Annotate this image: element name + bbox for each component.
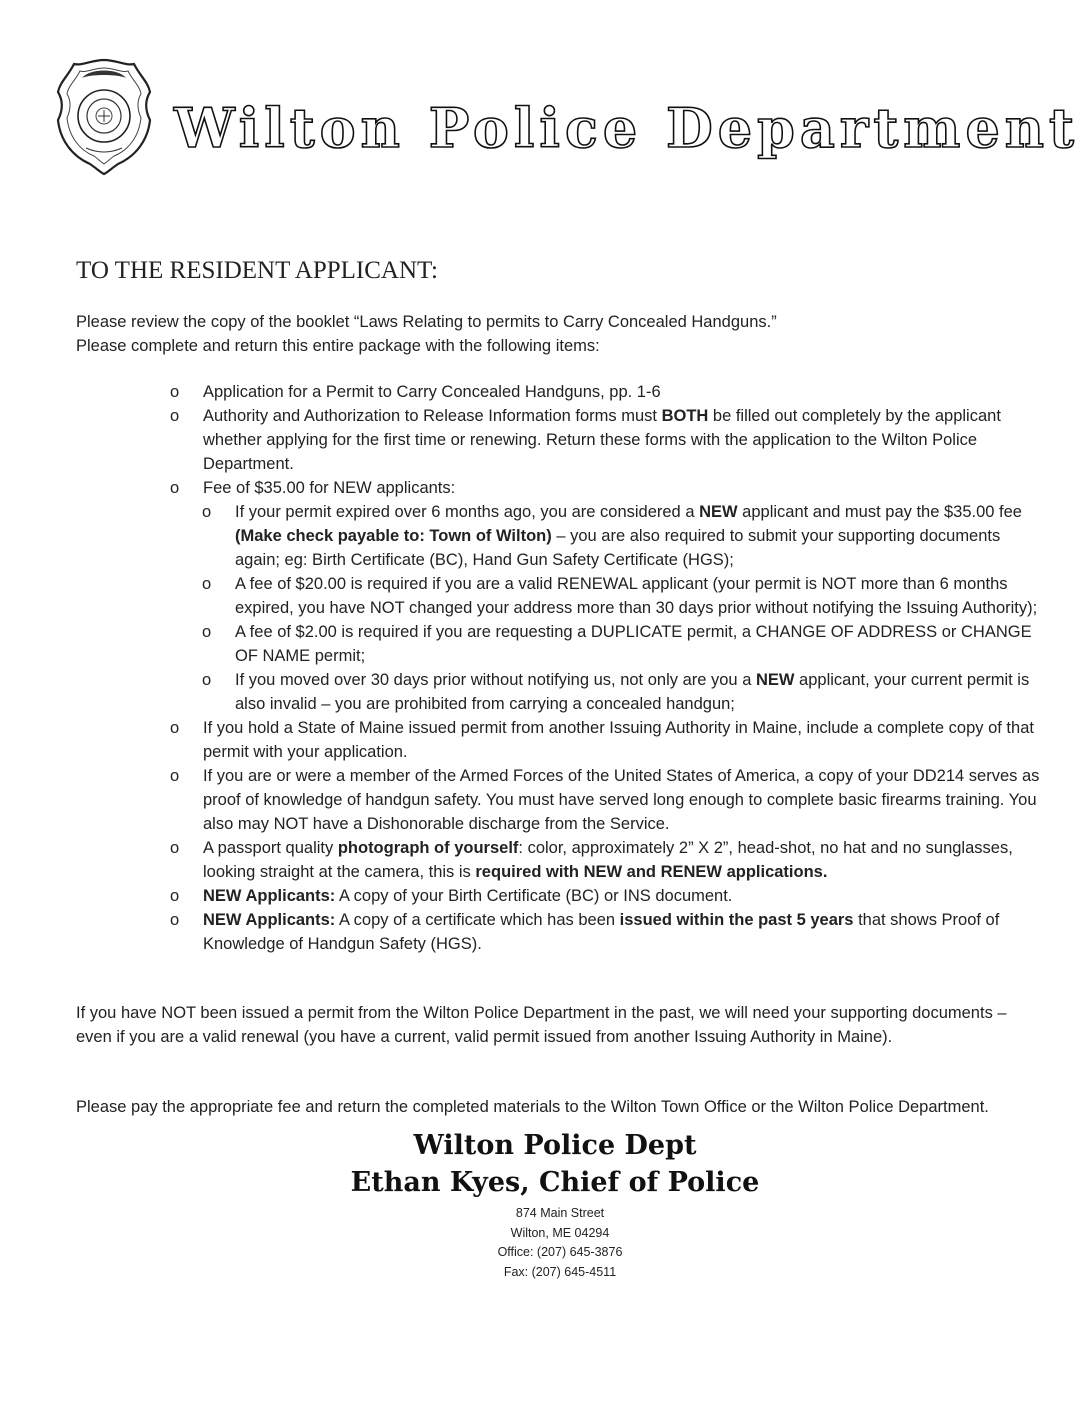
list-item — [170, 380, 1040, 404]
bullet-icon: o — [202, 623, 212, 641]
bullet-icon: o — [170, 479, 180, 497]
emphasis-text: photograph of yourself — [337, 839, 519, 857]
item-text: : color, approximately 2” X 2”, head-shot, no hat and no sunglasses, looking straight at the camera, this is — [203, 839, 1013, 881]
bullet-icon: o — [170, 407, 180, 425]
item-text: Fee of $35.00 for NEW applicants: — [203, 479, 456, 497]
list-item — [170, 476, 1040, 500]
list-item-text — [203, 911, 999, 953]
bullet-icon: o — [170, 887, 180, 905]
emphasis-text: NEW Applicants: — [203, 887, 336, 905]
item-text: A copy of your Birth Certificate (BC) or INS document. — [335, 887, 733, 905]
item-text: If you hold a State of Maine issued permit from another Issuing Authority in Maine, include a complete copy of that permit with your application. — [203, 719, 1034, 761]
sub-list-item — [202, 668, 1040, 716]
item-text: Application for a Permit to Carry Concealed Handguns, pp. 1-6 — [203, 383, 661, 401]
bullet-icon: o — [170, 839, 180, 857]
item-text: that shows Proof of Knowledge of Handgun Safety (HGS). — [203, 911, 1000, 953]
emphasis-text: NEW — [699, 503, 738, 521]
item-text: applicant, your current permit is also invalid – you are prohibited from carrying a concealed handgun; — [235, 671, 1030, 713]
item-text: If you are or were a member of the Armed Forces of the United States of America, a copy of your DD214 serves as proof of knowledge of handgun safety. You must have served long enough to complete basic firearms training. You also may NOT have a Dishonorable discharge from the Service. — [203, 767, 1040, 833]
list-item-text — [235, 623, 1032, 665]
item-text: If you moved over 30 days prior without notifying us, not only are you a — [235, 671, 756, 689]
emphasis-text: BOTH — [661, 407, 709, 425]
required-items-list — [170, 380, 1040, 956]
bullet-icon: o — [202, 503, 212, 521]
item-text: Authority and Authorization to Release Information forms must — [203, 407, 662, 425]
signature-chief: Ethan Kyes, Chief of Police — [350, 1167, 760, 1198]
item-text: A copy of a certificate which has been — [335, 911, 620, 929]
contact-street: 874 Main Street — [515, 1206, 605, 1220]
intro-line: Please review the copy of the booklet “Laws Relating to permits to Carry Concealed Handguns.” — [76, 313, 777, 331]
list-item — [170, 764, 1040, 836]
item-text: applicant and must pay the $35.00 fee — [737, 503, 1022, 521]
list-item-text — [203, 407, 1001, 473]
intro-paragraph — [76, 310, 1036, 358]
list-item — [170, 884, 1040, 908]
bullet-icon: o — [170, 719, 180, 737]
item-text: be filled out completely by the applicant whether applying for the first time or renewing. Return these forms with the application to the Wilton Police Department. — [203, 407, 1001, 473]
list-item-text — [203, 839, 1013, 881]
department-title: Wilton Police Department — [174, 96, 1080, 160]
contact-fax: Fax: (207) 645-4511 — [503, 1264, 617, 1279]
list-item-text — [203, 887, 732, 905]
list-item-text — [235, 575, 1037, 617]
list-item-text — [235, 503, 1022, 569]
bullet-icon: o — [202, 671, 212, 689]
signature-block — [300, 1127, 810, 1201]
list-item — [170, 908, 1040, 956]
sub-list-item — [202, 500, 1040, 572]
bullet-icon: o — [170, 383, 180, 401]
emphasis-text: (Make check payable to: Town of Wilton) — [235, 527, 552, 545]
bullet-icon: o — [170, 911, 180, 929]
bullet-icon: o — [170, 767, 180, 785]
item-text: A fee of $2.00 is required if you are requesting a DUPLICATE permit, a CHANGE OF ADDRESS or CHANGE OF NAME permit; — [235, 623, 1032, 665]
list-item — [170, 404, 1040, 476]
emphasis-text: issued within the past 5 years — [619, 911, 854, 929]
contact-city: Wilton, ME 04294 — [510, 1225, 610, 1240]
sub-list-item — [202, 620, 1040, 668]
contact-office-phone: Office: (207) 645-3876 — [497, 1245, 623, 1259]
bullet-icon: o — [202, 575, 212, 593]
prior-permit-note: If you have NOT been issued a permit from the Wilton Police Department in the past, we will need your supporting documents – even if you are a valid renewal (you have a current, valid permit issued from another Issuing Authority in Maine). — [76, 1004, 1007, 1046]
item-text: A passport quality — [203, 839, 338, 857]
emphasis-text: NEW Applicants: — [203, 911, 336, 929]
emphasis-text: NEW — [755, 671, 795, 689]
emphasis-text: required with NEW and RENEW applications. — [475, 863, 828, 881]
list-item-text — [203, 767, 1039, 833]
item-text: If your permit expired over 6 months ago, you are considered a — [235, 503, 700, 521]
signature-department: Wilton Police Dept — [413, 1130, 697, 1161]
letterhead — [56, 56, 1080, 186]
list-item — [170, 716, 1040, 764]
list-item-text — [203, 479, 455, 497]
payment-note: Please pay the appropriate fee and return the completed materials to the Wilton Town Office or the Wilton Police Department. — [76, 1098, 989, 1116]
salutation: TO THE RESIDENT APPLICANT: — [76, 257, 438, 284]
sub-list-item — [202, 572, 1040, 620]
list-item — [170, 836, 1040, 884]
item-text: A fee of $20.00 is required if you are a valid RENEWAL applicant (your permit is NOT more than 6 months expired, you have NOT changed your address more than 30 days prior without notifying the Issuing Authority); — [235, 575, 1038, 617]
list-item-text — [235, 671, 1029, 713]
list-item-text — [203, 383, 661, 401]
contact-block — [460, 1204, 660, 1282]
intro-line: Please complete and return this entire package with the following items: — [76, 337, 600, 355]
list-item-text — [203, 719, 1034, 761]
police-badge-logo — [56, 56, 152, 176]
item-text: – you are also required to submit your supporting documents again; eg: Birth Certificate (BC), Hand Gun Safety Certificate (HGS); — [235, 527, 1001, 569]
sub-list — [170, 500, 1040, 716]
